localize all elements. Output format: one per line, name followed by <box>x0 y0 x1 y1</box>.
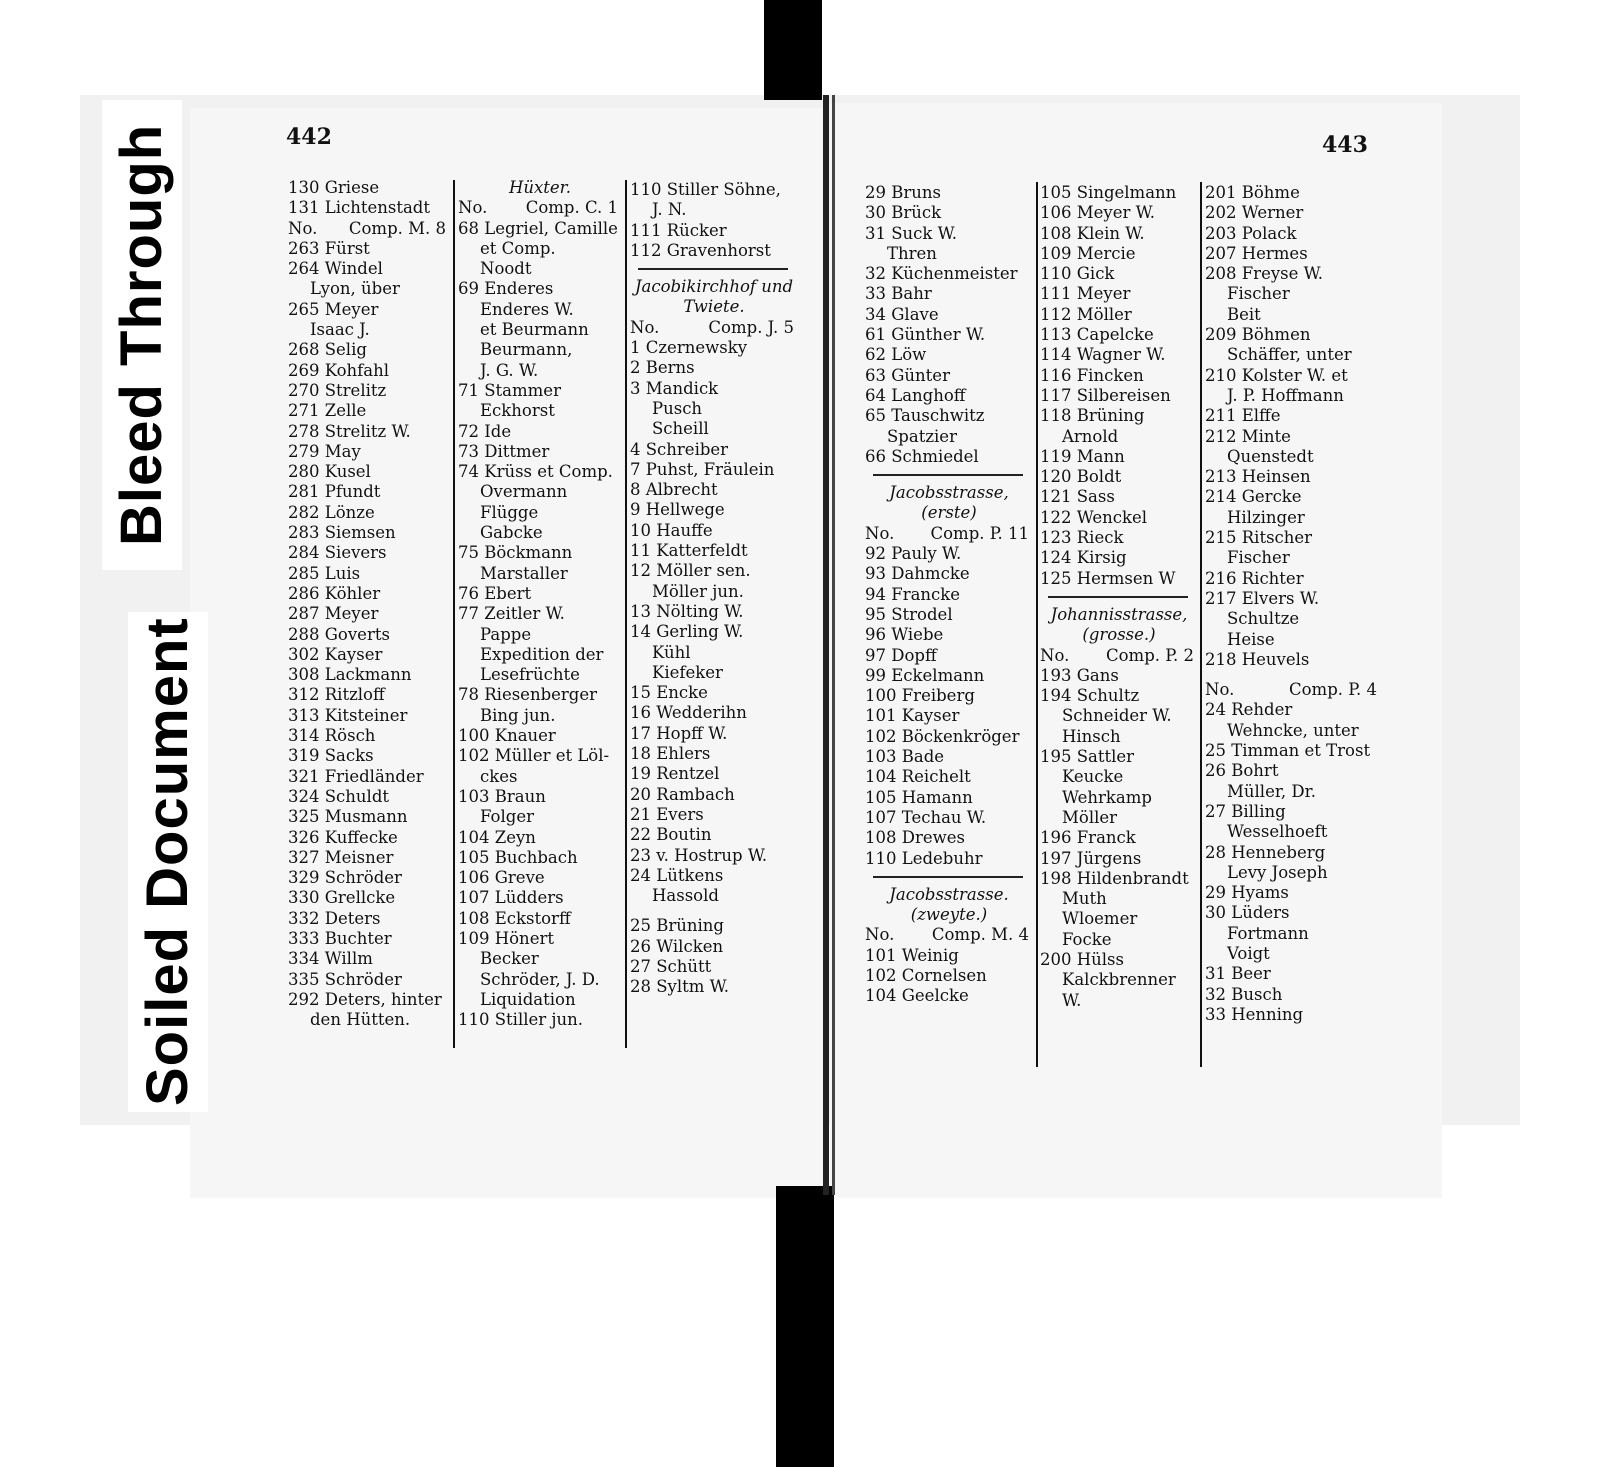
entry-continuation: Spatzier <box>887 426 957 446</box>
directory-entry: 102 Cornelsen <box>865 965 987 985</box>
directory-entry: 65 Tauschwitz <box>865 406 985 426</box>
directory-entry: 278 Strelitz W. <box>288 421 411 441</box>
directory-entry: 76 Ebert <box>458 583 532 603</box>
directory-entry: 193 Gans <box>1040 665 1119 685</box>
directory-entry: 27 Schütt <box>630 956 712 976</box>
entry-continuation: Hassold <box>652 886 719 906</box>
directory-entry: 97 Dopff <box>865 645 937 665</box>
directory-entry: 107 Lüdders <box>458 888 564 908</box>
entry-continuation: Marstaller <box>480 563 568 583</box>
directory-entry: 200 Hülss <box>1040 949 1124 969</box>
no-label: No. <box>1040 645 1070 665</box>
company-header <box>630 318 798 338</box>
directory-entry: 15 Encke <box>630 683 708 703</box>
directory-entry: 28 Syltm W. <box>630 977 729 997</box>
directory-entry: 108 Eckstorff <box>458 908 571 928</box>
directory-entry: 324 Schuldt <box>288 786 390 806</box>
directory-entry: 33 Henning <box>1205 1004 1304 1024</box>
entry-continuation: Flügge <box>480 502 539 522</box>
directory-entry: 216 Richter <box>1205 568 1304 588</box>
entry-continuation: Becker <box>480 949 539 969</box>
directory-entry: 208 Freyse W. <box>1205 264 1323 284</box>
directory-entry: 31 Suck W. <box>865 223 957 243</box>
entry-continuation: Schröder, J. D. <box>480 969 600 989</box>
directory-entry: 106 Meyer W. <box>1040 203 1155 223</box>
directory-entry: 112 Gravenhorst <box>630 240 771 260</box>
entry-continuation: Folger <box>480 807 534 827</box>
entry-continuation: Wehncke, unter <box>1227 720 1359 740</box>
directory-entry: 213 Heinsen <box>1205 467 1311 487</box>
directory-entry: 99 Eckelmann <box>865 665 985 685</box>
directory-entry: 109 Hönert <box>458 928 554 948</box>
entry-continuation: W. <box>1062 990 1082 1010</box>
directory-entry: 288 Goverts <box>288 624 390 644</box>
directory-entry: 2 Berns <box>630 358 695 378</box>
column-3 <box>630 180 798 998</box>
directory-entry: 24 Lütkens <box>630 865 724 885</box>
directory-entry: 114 Wagner W. <box>1040 345 1166 365</box>
entry-continuation: Hinsch <box>1062 726 1121 746</box>
directory-entry: 196 Franck <box>1040 828 1136 848</box>
directory-entry: 130 Griese <box>288 178 380 197</box>
directory-entry: 93 Dahmcke <box>865 564 970 584</box>
directory-entry: 285 Luis <box>288 563 361 583</box>
directory-entry: 104 Reichelt <box>865 767 971 787</box>
directory-entry: 280 Kusel <box>288 462 371 482</box>
directory-entry: 103 Bade <box>865 747 945 767</box>
entry-continuation: Schäffer, unter <box>1227 345 1352 365</box>
directory-entry: 106 Greve <box>458 868 545 888</box>
directory-entry: 194 Schultz <box>1040 686 1140 706</box>
directory-entry: 110 Stiller jun. <box>458 1010 584 1030</box>
entry-continuation: Muth <box>1062 889 1107 909</box>
directory-entry: 211 Elffe <box>1205 406 1281 426</box>
comp-label: Comp. J. 5 <box>708 317 794 337</box>
entry-continuation: Fischer <box>1227 548 1290 568</box>
directory-entry: 10 Hauffe <box>630 520 713 540</box>
directory-entry: 123 Rieck <box>1040 528 1124 548</box>
entry-continuation: Schultze <box>1227 609 1300 629</box>
directory-entry: 103 Braun <box>458 786 546 806</box>
directory-entry: 334 Willm <box>288 949 373 969</box>
directory-entry: 335 Schröder <box>288 969 402 989</box>
entry-continuation: Quenstedt <box>1227 446 1314 466</box>
spacer <box>630 906 798 916</box>
column-2 <box>458 178 622 1030</box>
entry-continuation: Enderes W. <box>480 299 574 319</box>
directory-entry: 218 Heuvels <box>1205 649 1310 669</box>
entry-continuation: den Hütten. <box>310 1010 411 1030</box>
directory-entry: 11 Katterfeldt <box>630 541 748 561</box>
directory-entry: 330 Grellcke <box>288 888 396 908</box>
directory-entry: 207 Hermes <box>1205 243 1308 263</box>
entry-continuation: Expedition der <box>480 644 604 664</box>
directory-entry: 111 Meyer <box>1040 284 1131 304</box>
directory-entry: 29 Bruns <box>865 183 941 202</box>
entry-continuation: Fischer <box>1227 284 1290 304</box>
directory-entry: 12 Möller sen. <box>630 561 751 581</box>
entry-continuation: Gabcke <box>480 523 543 543</box>
entry-continuation: Schneider W. <box>1062 706 1172 726</box>
directory-entry: 215 Ritscher <box>1205 528 1313 548</box>
directory-entry: 271 Zelle <box>288 401 367 421</box>
comp-label: Comp. P. 11 <box>930 523 1029 543</box>
entry-continuation: Eckhorst <box>480 401 555 421</box>
column-5 <box>1040 183 1198 1011</box>
directory-entry: 28 Henneberg <box>1205 842 1326 862</box>
directory-entry: 100 Freiberg <box>865 686 975 706</box>
directory-entry: 110 Gick <box>1040 264 1115 284</box>
directory-entry: 107 Techau W. <box>865 807 987 827</box>
company-header <box>865 925 1033 945</box>
entry-continuation: Möller <box>1062 807 1118 827</box>
directory-entry: 102 Müller et Löl- <box>458 746 610 766</box>
no-label: No. <box>458 198 488 218</box>
directory-entry: 287 Meyer <box>288 604 379 624</box>
directory-entry: 68 Legriel, Camille <box>458 218 618 238</box>
directory-entry: 96 Wiebe <box>865 625 944 645</box>
directory-entry: 124 Kirsig <box>1040 548 1127 568</box>
entry-continuation: Lyon, über <box>310 279 400 299</box>
street-heading: Jacobsstrasse. <box>889 884 1009 904</box>
entry-continuation: Liquidation <box>480 989 576 1009</box>
section-rule <box>1048 596 1188 598</box>
directory-entry: 202 Werner <box>1205 203 1304 223</box>
directory-entry: 100 Knauer <box>458 726 556 746</box>
gutter-top-bar <box>764 0 822 100</box>
directory-entry: 198 Hildenbrandt <box>1040 868 1189 888</box>
directory-entry: 9 Hellwege <box>630 500 725 520</box>
directory-entry: 332 Deters <box>288 908 381 928</box>
entry-continuation: Pusch <box>652 398 703 418</box>
directory-entry: 72 Ide <box>458 421 512 441</box>
directory-entry: 66 Schmiedel <box>865 446 979 466</box>
directory-entry: 30 Lüders <box>1205 903 1290 923</box>
entry-continuation: Noodt <box>480 259 532 279</box>
directory-entry: 20 Rambach <box>630 784 735 804</box>
directory-entry: 34 Glave <box>865 304 939 324</box>
bleed-through-label: Bleed Through <box>102 100 182 570</box>
entry-continuation: Bing jun. <box>480 705 556 725</box>
entry-continuation: Beurmann, <box>480 340 573 360</box>
directory-entry: 63 Günter <box>865 365 950 385</box>
entry-continuation: Overmann <box>480 482 568 502</box>
company-header <box>288 219 450 239</box>
entry-continuation: J. P. Hoffmann <box>1227 385 1344 405</box>
directory-entry: 217 Elvers W. <box>1205 588 1320 608</box>
no-label: No. <box>865 925 895 945</box>
directory-entry: 283 Siemsen <box>288 523 396 543</box>
entry-continuation: J. G. W. <box>480 360 539 380</box>
directory-entry: 329 Schröder <box>288 868 402 888</box>
directory-entry: 282 Lönze <box>288 502 375 522</box>
no-label: No. <box>288 218 318 238</box>
directory-entry: 210 Kolster W. et <box>1205 365 1348 385</box>
column-rule <box>1036 182 1038 1067</box>
directory-entry: 105 Buchbach <box>458 847 578 867</box>
directory-entry: 74 Krüss et Comp. <box>458 462 613 482</box>
directory-entry: 109 Mercie <box>1040 243 1136 263</box>
entry-continuation: et Beurmann <box>480 320 589 340</box>
directory-entry: 62 Löw <box>865 345 927 365</box>
directory-entry: 92 Pauly W. <box>865 544 962 564</box>
directory-entry: 333 Buchter <box>288 928 392 948</box>
company-header <box>1205 680 1381 700</box>
directory-entry: 64 Langhoff <box>865 385 966 405</box>
directory-entry: 116 Fincken <box>1040 365 1144 385</box>
entry-continuation: Voigt <box>1227 943 1270 963</box>
directory-entry: 32 Küchenmeister <box>865 264 1018 284</box>
column-6 <box>1205 183 1381 1025</box>
section-rule <box>873 876 1023 878</box>
directory-entry: 319 Sacks <box>288 746 374 766</box>
directory-entry: 101 Weinig <box>865 945 959 965</box>
street-heading: Johannisstrasse, <box>1050 604 1188 624</box>
entry-continuation: Kiefeker <box>652 662 723 682</box>
page-number-right: 443 <box>1322 132 1368 158</box>
entry-continuation: Pappe <box>480 624 532 644</box>
entry-continuation: Levy Joseph <box>1227 862 1328 882</box>
entry-continuation: Scheill <box>652 419 709 439</box>
directory-entry: 26 Bohrt <box>1205 761 1279 781</box>
comp-label: Comp. M. 4 <box>931 925 1029 945</box>
entry-continuation: Möller jun. <box>652 581 744 601</box>
entry-continuation: Kühl <box>652 642 691 662</box>
directory-entry: 131 Lichtenstadt <box>288 198 430 218</box>
street-heading: Jacobikirchhof und <box>634 277 794 297</box>
street-heading: Twiete. <box>683 297 745 317</box>
entry-continuation: Keucke <box>1062 767 1124 787</box>
directory-entry: 111 Rücker <box>630 220 727 240</box>
directory-entry: 77 Zeitler W. <box>458 604 565 624</box>
directory-entry: 104 Geelcke <box>865 986 969 1006</box>
directory-entry: 122 Wenckel <box>1040 507 1148 527</box>
street-heading: Hüxter. <box>508 178 572 197</box>
soiled-document-label: Soiled Document <box>128 612 208 1112</box>
directory-entry: 3 Mandick <box>630 378 719 398</box>
entry-continuation: Wehrkamp <box>1062 787 1152 807</box>
directory-entry: 95 Strodel <box>865 604 953 624</box>
directory-entry: 105 Hamann <box>865 787 973 807</box>
spacer <box>1205 670 1381 680</box>
directory-entry: 105 Singelmann <box>1040 183 1177 202</box>
section-rule <box>873 474 1023 476</box>
entry-continuation: Wloemer <box>1062 909 1138 929</box>
entry-continuation: J. N. <box>652 200 687 220</box>
directory-entry: 29 Hyams <box>1205 883 1289 903</box>
company-header <box>865 524 1033 544</box>
no-label: No. <box>865 523 895 543</box>
directory-entry: 212 Minte <box>1205 426 1291 446</box>
column-rule <box>453 180 455 1048</box>
directory-entry: 32 Busch <box>1205 984 1283 1004</box>
directory-entry: 1 Czernewsky <box>630 338 748 358</box>
directory-entry: 265 Meyer <box>288 299 379 319</box>
directory-entry: 69 Enderes <box>458 279 554 299</box>
directory-entry: 102 Böckenkröger <box>865 726 1020 746</box>
column-1 <box>288 178 450 1030</box>
directory-entry: 19 Rentzel <box>630 764 720 784</box>
directory-entry: 13 Nölting W. <box>630 601 744 621</box>
directory-entry: 71 Stammer <box>458 380 561 400</box>
directory-entry: 25 Timman et Trost <box>1205 741 1371 761</box>
directory-entry: 4 Schreiber <box>630 439 729 459</box>
entry-continuation: Heise <box>1227 629 1275 649</box>
directory-entry: 125 Hermsen W <box>1040 568 1176 588</box>
directory-entry: 7 Puhst, Fräulein <box>630 459 775 479</box>
directory-entry: 284 Sievers <box>288 543 387 563</box>
directory-entry: 18 Ehlers <box>630 744 711 764</box>
section-rule <box>638 268 788 270</box>
directory-entry: 110 Ledebuhr <box>865 848 983 868</box>
no-label: No. <box>630 317 660 337</box>
entry-continuation: Hilzinger <box>1227 507 1305 527</box>
directory-entry: 8 Albrecht <box>630 480 718 500</box>
entry-continuation: Isaac J. <box>310 320 370 340</box>
entry-continuation: Wesselhoeft <box>1227 822 1328 842</box>
directory-entry: 117 Silbereisen <box>1040 385 1171 405</box>
directory-entry: 201 Böhme <box>1205 183 1300 202</box>
directory-entry: 314 Rösch <box>288 726 376 746</box>
directory-entry: 14 Gerling W. <box>630 622 744 642</box>
directory-entry: 313 Kitsteiner <box>288 705 408 725</box>
entry-continuation: Focke <box>1062 929 1112 949</box>
comp-label: Comp. P. 2 <box>1105 645 1194 665</box>
directory-entry: 321 Friedländer <box>288 766 424 786</box>
directory-entry: 203 Polack <box>1205 223 1297 243</box>
column-rule <box>1200 182 1202 1067</box>
column-4 <box>865 183 1033 1007</box>
directory-entry: 113 Capelcke <box>1040 325 1154 345</box>
directory-entry: 268 Selig <box>288 340 367 360</box>
directory-entry: 17 Hopff W. <box>630 723 728 743</box>
company-header <box>458 198 622 218</box>
directory-entry: 27 Billing <box>1205 801 1286 821</box>
gutter-bottom-bar <box>776 1186 834 1467</box>
directory-entry: 26 Wilcken <box>630 936 724 956</box>
entry-continuation: Kalckbrenner <box>1062 970 1176 990</box>
directory-entry: 104 Zeyn <box>458 827 536 847</box>
street-heading: Jacobsstrasse, <box>889 483 1009 503</box>
page-number-left: 442 <box>286 124 332 150</box>
directory-entry: 263 Fürst <box>288 238 370 258</box>
directory-entry: 25 Brüning <box>630 916 724 936</box>
directory-entry: 101 Kayser <box>865 706 960 726</box>
directory-entry: 281 Pfundt <box>288 482 381 502</box>
directory-entry: 31 Beer <box>1205 964 1271 984</box>
entry-continuation: Müller, Dr. <box>1227 781 1316 801</box>
entry-continuation: et Comp. <box>480 238 556 258</box>
directory-entry: 326 Kuffecke <box>288 827 398 847</box>
directory-entry: 209 Böhmen <box>1205 325 1311 345</box>
gutter-line-thin <box>832 95 835 1195</box>
directory-entry: 33 Bahr <box>865 284 932 304</box>
directory-entry: 312 Ritzloff <box>288 685 385 705</box>
directory-entry: 292 Deters, hinter <box>288 989 442 1009</box>
directory-entry: 302 Kayser <box>288 644 383 664</box>
directory-entry: 195 Sattler <box>1040 747 1135 767</box>
comp-label: Comp. P. 4 <box>1288 680 1377 700</box>
directory-entry: 61 Günther W. <box>865 325 986 345</box>
directory-entry: 264 Windel <box>288 259 383 279</box>
directory-entry: 110 Stiller Söhne, <box>630 180 781 199</box>
entry-continuation: Beit <box>1227 304 1261 324</box>
directory-entry: 120 Boldt <box>1040 467 1122 487</box>
directory-entry: 24 Rehder <box>1205 700 1293 720</box>
street-heading: (erste) <box>921 503 977 523</box>
directory-entry: 308 Lackmann <box>288 665 412 685</box>
directory-entry: 121 Sass <box>1040 487 1115 507</box>
company-header <box>1040 646 1198 666</box>
directory-entry: 119 Mann <box>1040 446 1125 466</box>
directory-entry: 16 Wedderihn <box>630 703 747 723</box>
directory-entry: 327 Meisner <box>288 847 394 867</box>
no-label: No. <box>1205 680 1235 700</box>
directory-entry: 118 Brüning <box>1040 406 1145 426</box>
street-heading: (zweyte.) <box>910 905 988 925</box>
directory-entry: 75 Böckmann <box>458 543 573 563</box>
directory-entry: 112 Möller <box>1040 304 1132 324</box>
entry-continuation: Arnold <box>1062 426 1119 446</box>
gutter-line <box>823 95 829 1195</box>
directory-entry: 78 Riesenberger <box>458 685 597 705</box>
directory-entry: 279 May <box>288 441 361 461</box>
directory-entry: 30 Brück <box>865 203 942 223</box>
directory-entry: 21 Evers <box>630 804 704 824</box>
directory-entry: 108 Drewes <box>865 828 965 848</box>
directory-entry: 270 Strelitz <box>288 380 387 400</box>
directory-entry: 94 Francke <box>865 584 961 604</box>
directory-entry: 214 Gercke <box>1205 487 1302 507</box>
directory-entry: 23 v. Hostrup W. <box>630 845 768 865</box>
entry-continuation: ckes <box>480 766 518 786</box>
entry-continuation: Lesefrüchte <box>480 665 580 685</box>
directory-entry: 73 Dittmer <box>458 441 550 461</box>
comp-label: Comp. M. 8 <box>348 218 446 238</box>
street-heading: (grosse.) <box>1082 625 1156 645</box>
directory-entry: 197 Jürgens <box>1040 848 1142 868</box>
directory-entry: 269 Kohfahl <box>288 360 390 380</box>
directory-entry: 108 Klein W. <box>1040 223 1145 243</box>
entry-continuation: Fortmann <box>1227 923 1309 943</box>
directory-entry: 286 Köhler <box>288 583 381 603</box>
directory-entry: 22 Boutin <box>630 825 712 845</box>
column-rule <box>625 180 627 1048</box>
entry-continuation: Thren <box>887 243 937 263</box>
directory-entry: 325 Musmann <box>288 807 408 827</box>
comp-label: Comp. C. 1 <box>525 198 618 218</box>
